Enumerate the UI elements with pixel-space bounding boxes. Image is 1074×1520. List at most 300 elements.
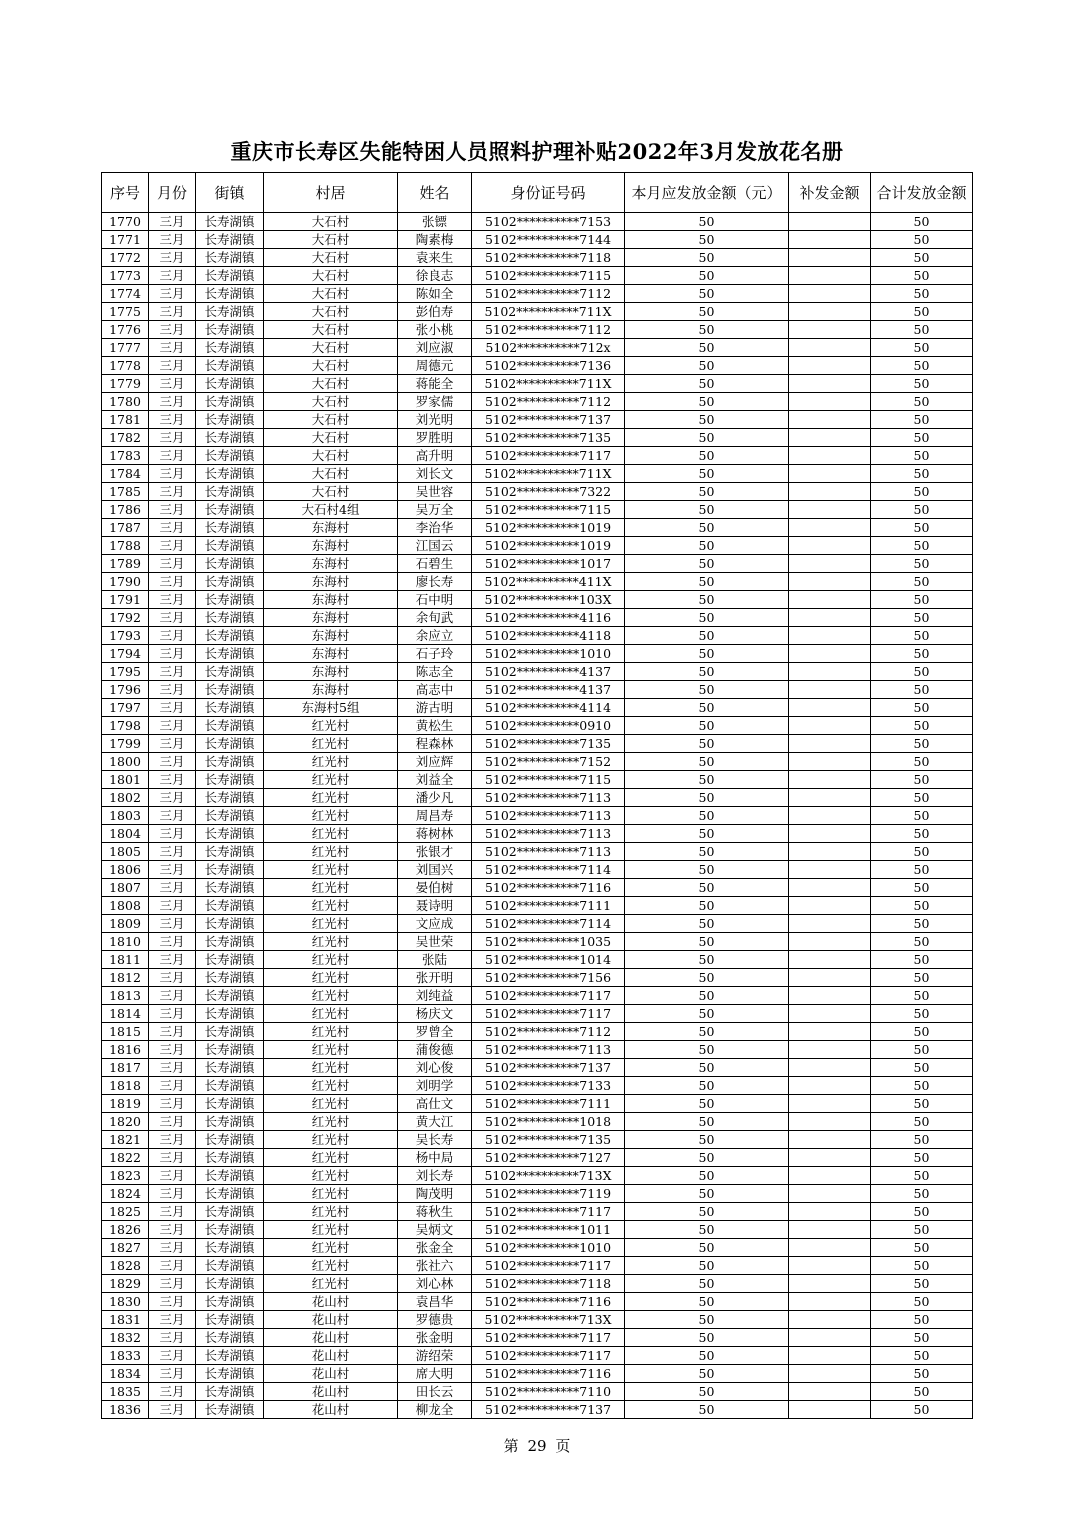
month-cell: 三月 — [149, 681, 196, 699]
village-cell: 东海村 — [264, 537, 398, 555]
town-cell: 长寿湖镇 — [196, 483, 264, 501]
village-cell: 红光村 — [264, 915, 398, 933]
supplement-cell — [789, 771, 871, 789]
seq-cell: 1779 — [102, 375, 149, 393]
page-footer — [0, 1435, 1074, 1456]
month-cell: 三月 — [149, 339, 196, 357]
total-cell: 50 — [871, 1401, 973, 1419]
amount-cell: 50 — [625, 771, 789, 789]
name-cell: 石子玲 — [398, 645, 472, 663]
supplement-cell — [789, 465, 871, 483]
table-row — [102, 1041, 973, 1059]
village-cell: 大石村 — [264, 465, 398, 483]
table-row — [102, 429, 973, 447]
month-cell: 三月 — [149, 1401, 196, 1419]
name-cell: 程森林 — [398, 735, 472, 753]
id-number-cell: 5102**********1011 — [472, 1221, 625, 1239]
amount-cell: 50 — [625, 1041, 789, 1059]
amount-cell: 50 — [625, 663, 789, 681]
seq-cell: 1782 — [102, 429, 149, 447]
town-cell: 长寿湖镇 — [196, 1257, 264, 1275]
table-row — [102, 843, 973, 861]
header-cell: 序号 — [102, 173, 149, 213]
header-cell: 身份证号码 — [472, 173, 625, 213]
month-cell: 三月 — [149, 591, 196, 609]
seq-cell: 1776 — [102, 321, 149, 339]
id-number-cell: 5102**********7113 — [472, 789, 625, 807]
month-cell: 三月 — [149, 1383, 196, 1401]
month-cell: 三月 — [149, 645, 196, 663]
amount-cell: 50 — [625, 1293, 789, 1311]
month-cell: 三月 — [149, 771, 196, 789]
month-cell: 三月 — [149, 1347, 196, 1365]
amount-cell: 50 — [625, 1329, 789, 1347]
name-cell: 吴长寿 — [398, 1131, 472, 1149]
total-cell: 50 — [871, 555, 973, 573]
town-cell: 长寿湖镇 — [196, 663, 264, 681]
amount-cell: 50 — [625, 465, 789, 483]
seq-cell: 1771 — [102, 231, 149, 249]
total-cell: 50 — [871, 1185, 973, 1203]
id-number-cell: 5102**********7116 — [472, 1293, 625, 1311]
table-row — [102, 483, 973, 501]
seq-cell: 1792 — [102, 609, 149, 627]
name-cell: 江国云 — [398, 537, 472, 555]
village-cell: 大石村 — [264, 249, 398, 267]
supplement-cell — [789, 1095, 871, 1113]
total-cell: 50 — [871, 1203, 973, 1221]
supplement-cell — [789, 753, 871, 771]
town-cell: 长寿湖镇 — [196, 1113, 264, 1131]
town-cell: 长寿湖镇 — [196, 1005, 264, 1023]
name-cell: 张陆 — [398, 951, 472, 969]
seq-cell: 1805 — [102, 843, 149, 861]
id-number-cell: 5102**********7113 — [472, 1041, 625, 1059]
id-number-cell: 5102**********7117 — [472, 1005, 625, 1023]
seq-cell: 1797 — [102, 699, 149, 717]
seq-cell: 1793 — [102, 627, 149, 645]
supplement-cell — [789, 1023, 871, 1041]
amount-cell: 50 — [625, 1221, 789, 1239]
month-cell: 三月 — [149, 501, 196, 519]
amount-cell: 50 — [625, 249, 789, 267]
month-cell: 三月 — [149, 231, 196, 249]
id-number-cell: 5102**********7117 — [472, 447, 625, 465]
village-cell: 红光村 — [264, 843, 398, 861]
total-cell: 50 — [871, 249, 973, 267]
supplement-cell — [789, 951, 871, 969]
month-cell: 三月 — [149, 987, 196, 1005]
name-cell: 周昌寿 — [398, 807, 472, 825]
supplement-cell — [789, 321, 871, 339]
village-cell: 红光村 — [264, 789, 398, 807]
total-cell: 50 — [871, 375, 973, 393]
header-cell: 街镇 — [196, 173, 264, 213]
amount-cell: 50 — [625, 627, 789, 645]
total-cell: 50 — [871, 789, 973, 807]
total-cell: 50 — [871, 1347, 973, 1365]
total-cell: 50 — [871, 969, 973, 987]
village-cell: 花山村 — [264, 1329, 398, 1347]
town-cell: 长寿湖镇 — [196, 375, 264, 393]
supplement-cell — [789, 1167, 871, 1185]
id-number-cell: 5102**********1010 — [472, 1239, 625, 1257]
supplement-cell — [789, 1275, 871, 1293]
village-cell: 红光村 — [264, 1041, 398, 1059]
amount-cell: 50 — [625, 519, 789, 537]
id-number-cell: 5102**********7117 — [472, 1329, 625, 1347]
roster-table — [101, 172, 973, 1419]
table-row — [102, 1095, 973, 1113]
name-cell: 刘心俊 — [398, 1059, 472, 1077]
town-cell: 长寿湖镇 — [196, 1149, 264, 1167]
amount-cell: 50 — [625, 303, 789, 321]
total-cell: 50 — [871, 231, 973, 249]
seq-cell: 1806 — [102, 861, 149, 879]
seq-cell: 1810 — [102, 933, 149, 951]
town-cell: 长寿湖镇 — [196, 1293, 264, 1311]
amount-cell: 50 — [625, 1401, 789, 1419]
amount-cell: 50 — [625, 861, 789, 879]
table-row — [102, 555, 973, 573]
table-row — [102, 1167, 973, 1185]
supplement-cell — [789, 1311, 871, 1329]
seq-cell: 1802 — [102, 789, 149, 807]
id-number-cell: 5102**********713X — [472, 1311, 625, 1329]
seq-cell: 1778 — [102, 357, 149, 375]
id-number-cell: 5102**********7117 — [472, 1257, 625, 1275]
name-cell: 刘应辉 — [398, 753, 472, 771]
amount-cell: 50 — [625, 1131, 789, 1149]
total-cell: 50 — [871, 645, 973, 663]
table-row — [102, 1131, 973, 1149]
town-cell: 长寿湖镇 — [196, 537, 264, 555]
name-cell: 田长云 — [398, 1383, 472, 1401]
amount-cell: 50 — [625, 321, 789, 339]
month-cell: 三月 — [149, 1185, 196, 1203]
amount-cell: 50 — [625, 1095, 789, 1113]
name-cell: 柳龙全 — [398, 1401, 472, 1419]
village-cell: 花山村 — [264, 1311, 398, 1329]
amount-cell: 50 — [625, 987, 789, 1005]
total-cell: 50 — [871, 771, 973, 789]
table-row — [102, 933, 973, 951]
supplement-cell — [789, 267, 871, 285]
total-cell: 50 — [871, 519, 973, 537]
name-cell: 廖长寿 — [398, 573, 472, 591]
id-number-cell: 5102**********1019 — [472, 519, 625, 537]
village-cell: 红光村 — [264, 717, 398, 735]
id-number-cell: 5102**********4114 — [472, 699, 625, 717]
name-cell: 刘纯益 — [398, 987, 472, 1005]
supplement-cell — [789, 483, 871, 501]
total-cell: 50 — [871, 717, 973, 735]
village-cell: 东海村 — [264, 663, 398, 681]
amount-cell: 50 — [625, 1275, 789, 1293]
name-cell: 周德元 — [398, 357, 472, 375]
supplement-cell — [789, 573, 871, 591]
supplement-cell — [789, 915, 871, 933]
seq-cell: 1831 — [102, 1311, 149, 1329]
amount-cell: 50 — [625, 213, 789, 231]
name-cell: 蒲俊德 — [398, 1041, 472, 1059]
town-cell: 长寿湖镇 — [196, 843, 264, 861]
total-cell: 50 — [871, 1293, 973, 1311]
supplement-cell — [789, 555, 871, 573]
table-row — [102, 915, 973, 933]
name-cell: 高升明 — [398, 447, 472, 465]
total-cell: 50 — [871, 537, 973, 555]
month-cell: 三月 — [149, 1059, 196, 1077]
footer-suffix: 页 — [555, 1437, 571, 1455]
month-cell: 三月 — [149, 1023, 196, 1041]
seq-cell: 1787 — [102, 519, 149, 537]
seq-cell: 1807 — [102, 879, 149, 897]
supplement-cell — [789, 1401, 871, 1419]
supplement-cell — [789, 861, 871, 879]
table-row — [102, 1149, 973, 1167]
town-cell: 长寿湖镇 — [196, 393, 264, 411]
table-row — [102, 1077, 973, 1095]
village-cell: 花山村 — [264, 1383, 398, 1401]
town-cell: 长寿湖镇 — [196, 1185, 264, 1203]
name-cell: 陶素梅 — [398, 231, 472, 249]
town-cell: 长寿湖镇 — [196, 1095, 264, 1113]
supplement-cell — [789, 645, 871, 663]
total-cell: 50 — [871, 483, 973, 501]
amount-cell: 50 — [625, 555, 789, 573]
town-cell: 长寿湖镇 — [196, 339, 264, 357]
month-cell: 三月 — [149, 213, 196, 231]
table-row — [102, 357, 973, 375]
seq-cell: 1795 — [102, 663, 149, 681]
table-row — [102, 1239, 973, 1257]
village-cell: 东海村 — [264, 555, 398, 573]
total-cell: 50 — [871, 573, 973, 591]
month-cell: 三月 — [149, 573, 196, 591]
total-cell: 50 — [871, 429, 973, 447]
village-cell: 红光村 — [264, 1095, 398, 1113]
town-cell: 长寿湖镇 — [196, 1077, 264, 1095]
amount-cell: 50 — [625, 483, 789, 501]
table-row — [102, 681, 973, 699]
town-cell: 长寿湖镇 — [196, 933, 264, 951]
month-cell: 三月 — [149, 735, 196, 753]
name-cell: 陶茂明 — [398, 1185, 472, 1203]
total-cell: 50 — [871, 321, 973, 339]
amount-cell: 50 — [625, 789, 789, 807]
village-cell: 红光村 — [264, 1239, 398, 1257]
amount-cell: 50 — [625, 1077, 789, 1095]
supplement-cell — [789, 1347, 871, 1365]
town-cell: 长寿湖镇 — [196, 717, 264, 735]
id-number-cell: 5102**********711X — [472, 465, 625, 483]
id-number-cell: 5102**********7322 — [472, 483, 625, 501]
seq-cell: 1790 — [102, 573, 149, 591]
id-number-cell: 5102**********7136 — [472, 357, 625, 375]
village-cell: 大石村4组 — [264, 501, 398, 519]
month-cell: 三月 — [149, 627, 196, 645]
table-row — [102, 447, 973, 465]
month-cell: 三月 — [149, 897, 196, 915]
seq-cell: 1820 — [102, 1113, 149, 1131]
table-row — [102, 1329, 973, 1347]
name-cell: 刘心林 — [398, 1275, 472, 1293]
village-cell: 红光村 — [264, 969, 398, 987]
town-cell: 长寿湖镇 — [196, 825, 264, 843]
village-cell: 红光村 — [264, 987, 398, 1005]
amount-cell: 50 — [625, 1059, 789, 1077]
seq-cell: 1775 — [102, 303, 149, 321]
amount-cell: 50 — [625, 1239, 789, 1257]
name-cell: 罗德贵 — [398, 1311, 472, 1329]
table-row — [102, 591, 973, 609]
table-row — [102, 231, 973, 249]
name-cell: 席大明 — [398, 1365, 472, 1383]
total-cell: 50 — [871, 933, 973, 951]
table-row — [102, 375, 973, 393]
name-cell: 陈如全 — [398, 285, 472, 303]
amount-cell: 50 — [625, 231, 789, 249]
supplement-cell — [789, 1365, 871, 1383]
id-number-cell: 5102**********103X — [472, 591, 625, 609]
town-cell: 长寿湖镇 — [196, 753, 264, 771]
document-title: 重庆市长寿区失能特困人员照料护理补贴2022年3月发放花名册 — [230, 139, 844, 164]
id-number-cell: 5102**********7112 — [472, 321, 625, 339]
month-cell: 三月 — [149, 1131, 196, 1149]
supplement-cell — [789, 969, 871, 987]
total-cell: 50 — [871, 267, 973, 285]
supplement-cell — [789, 591, 871, 609]
table-row — [102, 1311, 973, 1329]
id-number-cell: 5102**********7137 — [472, 1401, 625, 1419]
month-cell: 三月 — [149, 1149, 196, 1167]
total-cell: 50 — [871, 1113, 973, 1131]
total-cell: 50 — [871, 1149, 973, 1167]
name-cell: 晏伯树 — [398, 879, 472, 897]
month-cell: 三月 — [149, 1113, 196, 1131]
table-row — [102, 1257, 973, 1275]
town-cell: 长寿湖镇 — [196, 447, 264, 465]
town-cell: 长寿湖镇 — [196, 267, 264, 285]
name-cell: 张社六 — [398, 1257, 472, 1275]
total-cell: 50 — [871, 807, 973, 825]
month-cell: 三月 — [149, 843, 196, 861]
town-cell: 长寿湖镇 — [196, 357, 264, 375]
town-cell: 长寿湖镇 — [196, 591, 264, 609]
supplement-cell — [789, 879, 871, 897]
supplement-cell — [789, 1113, 871, 1131]
month-cell: 三月 — [149, 807, 196, 825]
table-row — [102, 537, 973, 555]
table-row — [102, 1293, 973, 1311]
id-number-cell: 5102**********1017 — [472, 555, 625, 573]
village-cell: 红光村 — [264, 1203, 398, 1221]
month-cell: 三月 — [149, 789, 196, 807]
month-cell: 三月 — [149, 915, 196, 933]
village-cell: 红光村 — [264, 1131, 398, 1149]
id-number-cell: 5102**********7111 — [472, 897, 625, 915]
month-cell: 三月 — [149, 321, 196, 339]
seq-cell: 1827 — [102, 1239, 149, 1257]
total-cell: 50 — [871, 213, 973, 231]
table-row — [102, 1113, 973, 1131]
total-cell: 50 — [871, 879, 973, 897]
id-number-cell: 5102**********7114 — [472, 915, 625, 933]
supplement-cell — [789, 1077, 871, 1095]
village-cell: 大石村 — [264, 483, 398, 501]
table-row — [102, 1005, 973, 1023]
month-cell: 三月 — [149, 1203, 196, 1221]
name-cell: 吴炳文 — [398, 1221, 472, 1239]
name-cell: 陈志全 — [398, 663, 472, 681]
month-cell: 三月 — [149, 285, 196, 303]
month-cell: 三月 — [149, 519, 196, 537]
town-cell: 长寿湖镇 — [196, 1275, 264, 1293]
month-cell: 三月 — [149, 555, 196, 573]
town-cell: 长寿湖镇 — [196, 1239, 264, 1257]
amount-cell: 50 — [625, 447, 789, 465]
id-number-cell: 5102**********1014 — [472, 951, 625, 969]
id-number-cell: 5102**********7133 — [472, 1077, 625, 1095]
name-cell: 余应立 — [398, 627, 472, 645]
village-cell: 东海村 — [264, 645, 398, 663]
supplement-cell — [789, 411, 871, 429]
supplement-cell — [789, 681, 871, 699]
name-cell: 张银才 — [398, 843, 472, 861]
name-cell: 潘少凡 — [398, 789, 472, 807]
header-cell: 村居 — [264, 173, 398, 213]
name-cell: 刘国兴 — [398, 861, 472, 879]
supplement-cell — [789, 825, 871, 843]
table-row — [102, 951, 973, 969]
total-cell: 50 — [871, 843, 973, 861]
town-cell: 长寿湖镇 — [196, 519, 264, 537]
name-cell: 张金全 — [398, 1239, 472, 1257]
id-number-cell: 5102**********4116 — [472, 609, 625, 627]
amount-cell: 50 — [625, 879, 789, 897]
village-cell: 红光村 — [264, 1059, 398, 1077]
seq-cell: 1816 — [102, 1041, 149, 1059]
name-cell: 罗曾全 — [398, 1023, 472, 1041]
name-cell: 罗胜明 — [398, 429, 472, 447]
name-cell: 张金明 — [398, 1329, 472, 1347]
seq-cell: 1829 — [102, 1275, 149, 1293]
village-cell: 红光村 — [264, 933, 398, 951]
name-cell: 袁来生 — [398, 249, 472, 267]
table-row — [102, 807, 973, 825]
id-number-cell: 5102**********7117 — [472, 1347, 625, 1365]
amount-cell: 50 — [625, 915, 789, 933]
id-number-cell: 5102**********7112 — [472, 393, 625, 411]
town-cell: 长寿湖镇 — [196, 1221, 264, 1239]
total-cell: 50 — [871, 1275, 973, 1293]
supplement-cell — [789, 1005, 871, 1023]
town-cell: 长寿湖镇 — [196, 1059, 264, 1077]
town-cell: 长寿湖镇 — [196, 501, 264, 519]
total-cell: 50 — [871, 1005, 973, 1023]
name-cell: 张小桃 — [398, 321, 472, 339]
total-cell: 50 — [871, 627, 973, 645]
amount-cell: 50 — [625, 1257, 789, 1275]
id-number-cell: 5102**********7135 — [472, 1131, 625, 1149]
id-number-cell: 5102**********1035 — [472, 933, 625, 951]
table-row — [102, 645, 973, 663]
name-cell: 黄大江 — [398, 1113, 472, 1131]
table-row — [102, 339, 973, 357]
total-cell: 50 — [871, 1239, 973, 1257]
village-cell: 红光村 — [264, 771, 398, 789]
